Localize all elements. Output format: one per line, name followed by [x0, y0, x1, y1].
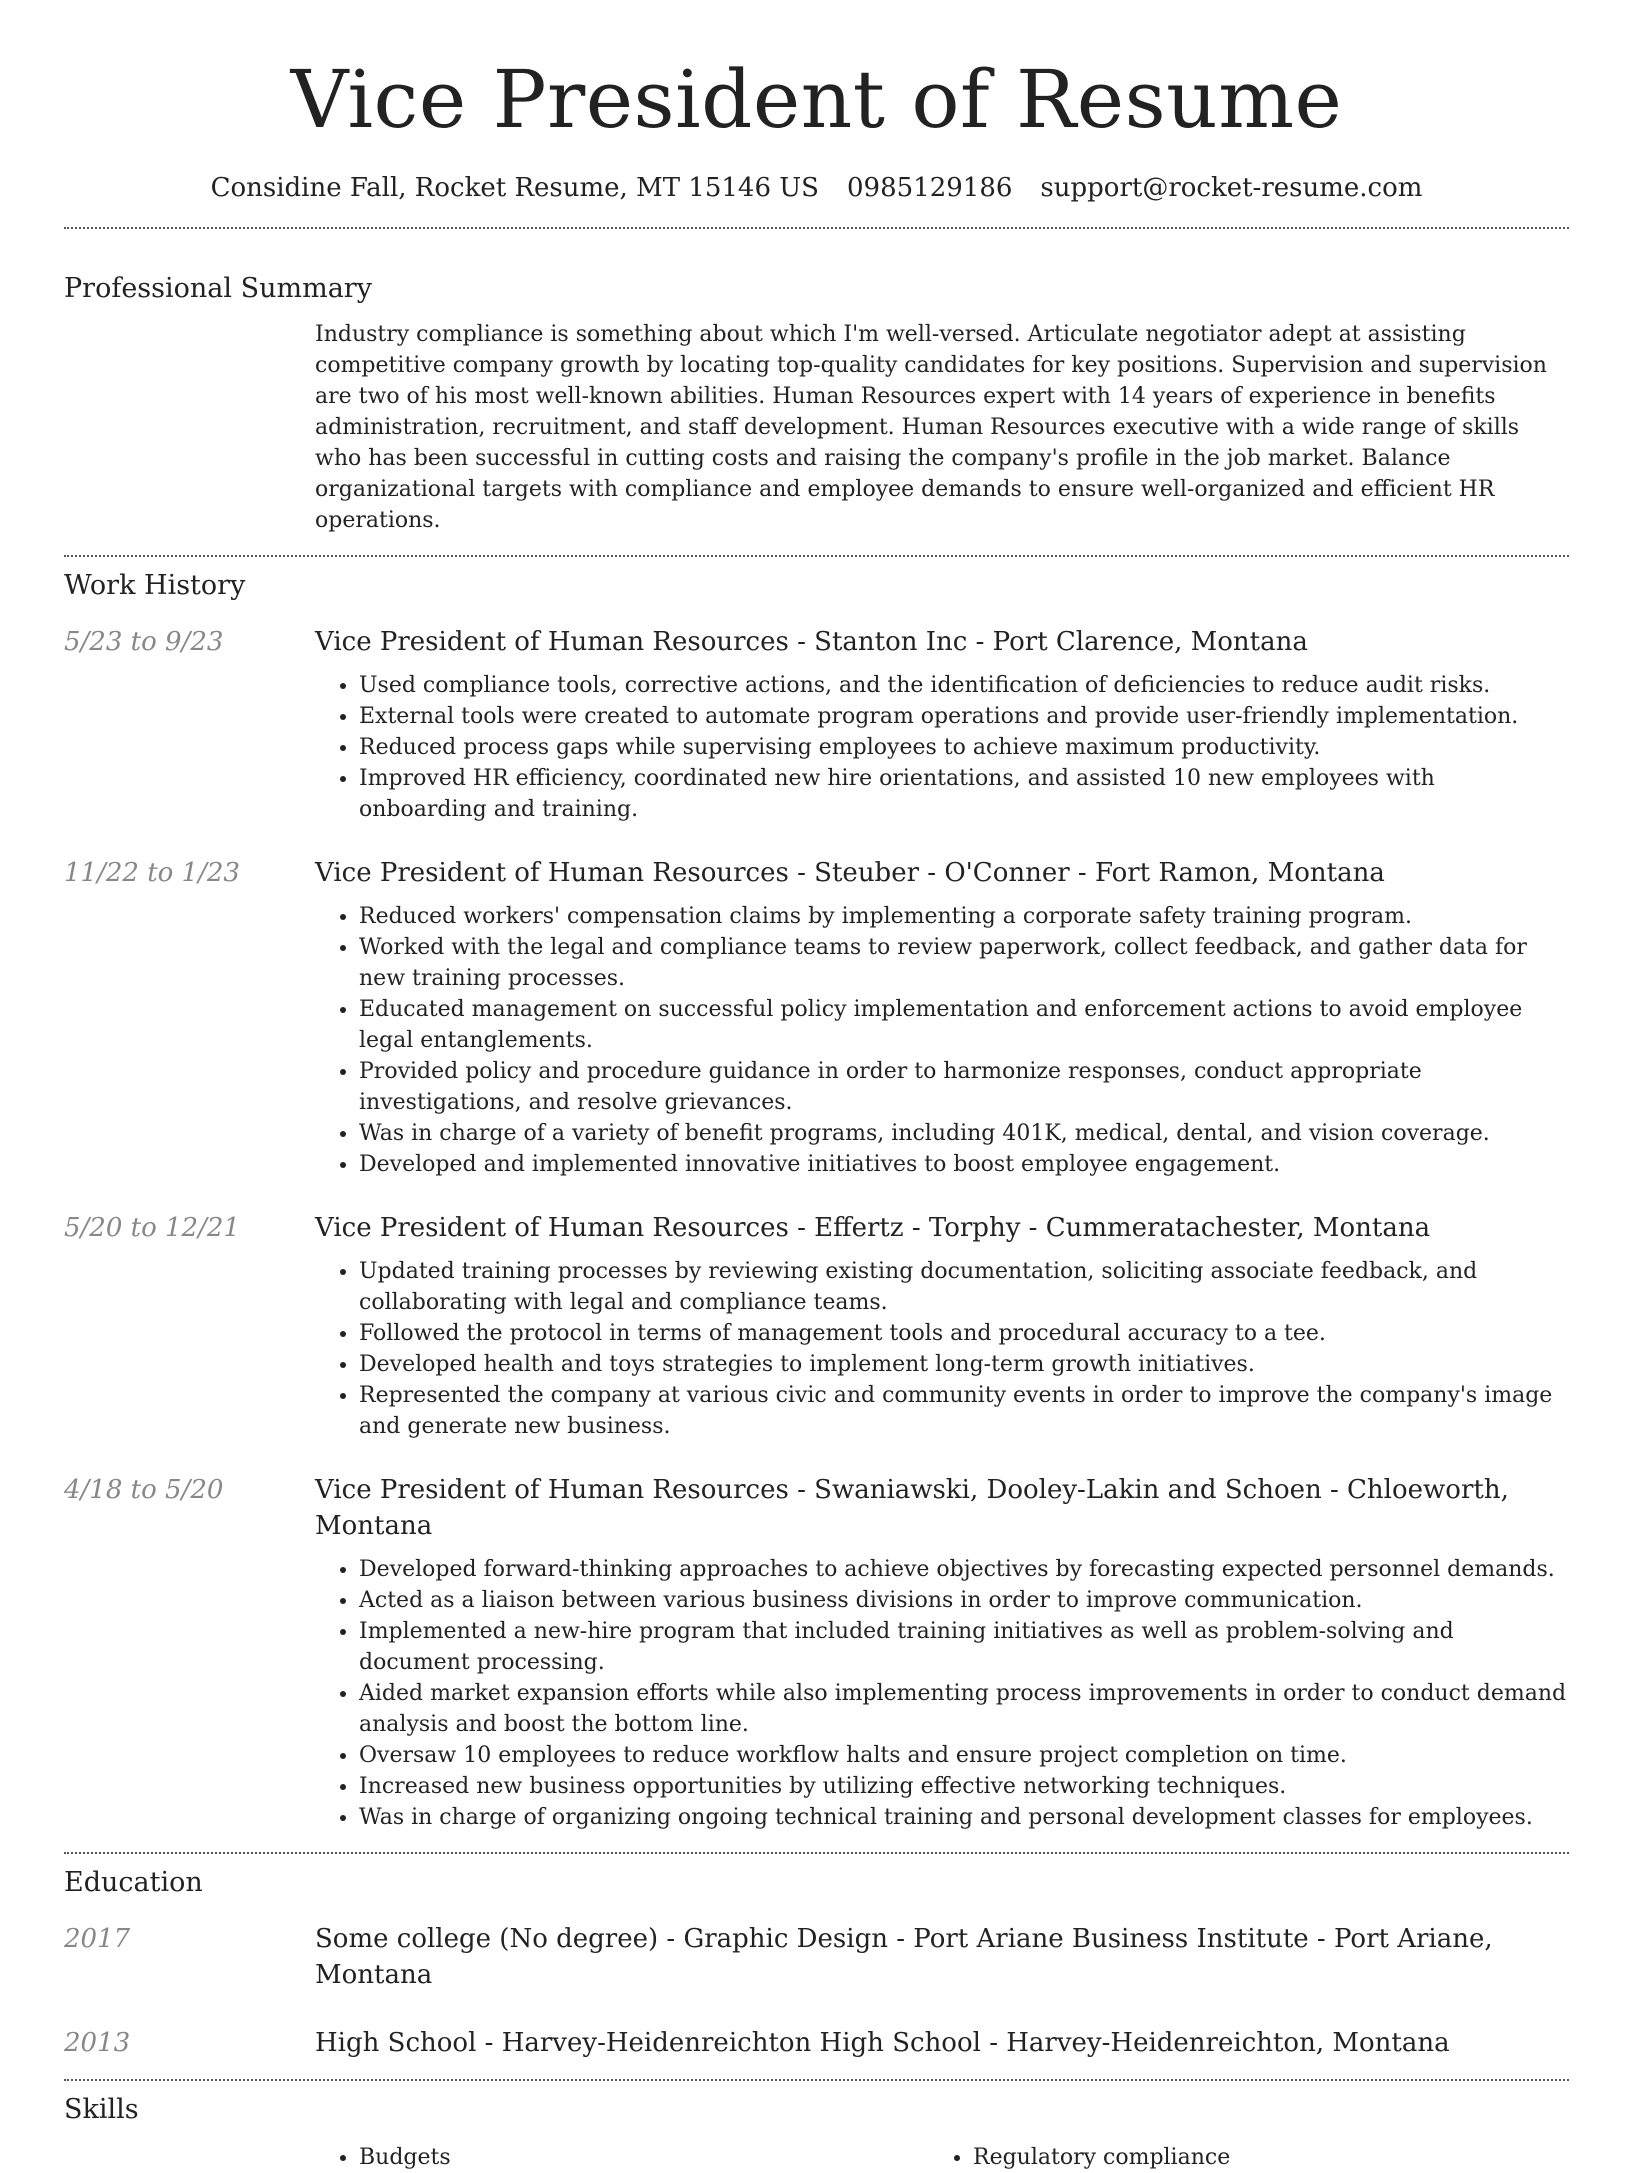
job-bullet: • Used compliance tools, corrective actions, and the identification of deficiencies to reduce audit risks. [359, 670, 1569, 701]
job-bullet: • Implemented a new-hire program that included training initiatives as well as problem-solving and document processing. [359, 1616, 1569, 1678]
summary-section [64, 271, 1569, 536]
skills-heading: Skills [64, 2094, 139, 2125]
job-bullet: • Improved HR efficiency, coordinated new hire orientations, and assisted 10 new employees with onboarding and training. [359, 763, 1569, 825]
work-history-heading: Work History [64, 570, 246, 601]
section-divider [64, 1852, 1569, 1854]
work-history-section [64, 568, 1569, 1833]
contact-address: Considine Fall, Rocket Resume, MT 15146 US [210, 173, 819, 203]
job-bullet: • Provided policy and procedure guidance in order to harmonize responses, conduct appropriate investigations, and resolve grievances. [359, 1056, 1569, 1118]
skill-item: • Regulatory compliance [973, 2142, 1543, 2173]
job-bullets [315, 901, 1569, 1180]
job-bullet: • Developed and implemented innovative initiatives to boost employee engagement. [359, 1149, 1569, 1180]
job-bullet: • Educated management on successful policy implementation and enforcement actions to avoid employee legal entanglements. [359, 994, 1569, 1056]
contact-line [64, 168, 1569, 208]
job-entry [64, 1210, 1569, 1442]
job-bullet: • Worked with the legal and compliance teams to review paperwork, collect feedback, and gather data for new training processes. [359, 932, 1569, 994]
skills-columns [315, 2142, 1569, 2173]
job-bullet: • Represented the company at various civic and community events in order to improve the company's image and generate new business. [359, 1380, 1569, 1442]
job-dates: 5/23 to 9/23 [64, 627, 224, 657]
job-bullet: • Developed health and toys strategies to implement long-term growth initiatives. [359, 1349, 1569, 1380]
job-title: Vice President of Human Resources - Stanton Inc - Port Clarence, Montana [315, 627, 1308, 657]
summary-text: Industry compliance is something about which I'm well-versed. Articulate negotiator adept at assisting competitive company growth by locating top-quality candidates for key positions. Supervision and supervision are two of his most well-known abilities. Human Resources expert with 14 years of experience in benefits administration, recruitment, and staff development. Human Resources executive with a wide range of skills who has been successful in cutting costs and raising the company's profile in the job market. Balance organizational targets with compliance and employee demands to ensure well-organized and efficient HR operations. [315, 322, 1547, 533]
job-entry [64, 855, 1569, 1180]
job-dates: 5/20 to 12/21 [64, 1213, 240, 1243]
section-divider [64, 2079, 1569, 2081]
skill-item: • Budgets [359, 2142, 929, 2173]
job-dates: 11/22 to 1/23 [64, 858, 240, 888]
job-entry [64, 624, 1569, 825]
skills-right-column [929, 2142, 1543, 2173]
job-title: Vice President of Human Resources - Swaniawski, Dooley-Lakin and Schoen - Chloeworth, Montana [315, 1475, 1509, 1541]
section-divider [64, 555, 1569, 557]
job-bullets [315, 1554, 1569, 1833]
job-bullet: • Acted as a liaison between various business divisions in order to improve communication. [359, 1585, 1569, 1616]
education-section [64, 1865, 1569, 2061]
section-divider [64, 227, 1569, 229]
job-bullet: • Increased new business opportunities by utilizing effective networking techniques. [359, 1771, 1569, 1802]
resume-name: Vice President of Resume [290, 53, 1343, 146]
job-bullet: • Aided market expansion efforts while also implementing process improvements in order to conduct demand analysis and boost the bottom line. [359, 1678, 1569, 1740]
job-title: Vice President of Human Resources - Steuber - O'Conner - Fort Ramon, Montana [315, 858, 1385, 888]
job-bullet: • Updated training processes by reviewing existing documentation, soliciting associate feedback, and collaborating with legal and compliance teams. [359, 1256, 1569, 1318]
job-title: Vice President of Human Resources - Effertz - Torphy - Cummeratachester, Montana [315, 1213, 1431, 1243]
job-bullet: • Followed the protocol in terms of management tools and procedural accuracy to a tee. [359, 1318, 1569, 1349]
education-title: Some college (No degree) - Graphic Design - Port Ariane Business Institute - Port Ariane, Montana [315, 1924, 1493, 1990]
education-entry [64, 1921, 1569, 1993]
job-bullet: • External tools were created to automate program operations and provide user-friendly implementation. [359, 701, 1569, 732]
job-bullet: • Developed forward-thinking approaches to achieve objectives by forecasting expected personnel demands. [359, 1554, 1569, 1585]
job-bullets [315, 670, 1569, 825]
education-title: High School - Harvey-Heidenreichton High School - Harvey-Heidenreichton, Montana [315, 2028, 1450, 2058]
skills-section [64, 2092, 1569, 2173]
job-entry [64, 1472, 1569, 1833]
job-bullet: • Oversaw 10 employees to reduce workflow halts and ensure project completion on time. [359, 1740, 1569, 1771]
job-bullet: • Was in charge of a variety of benefit programs, including 401K, medical, dental, and vision coverage. [359, 1118, 1569, 1149]
summary-heading: Professional Summary [64, 273, 372, 304]
education-entry [64, 2025, 1569, 2061]
resume-page [64, 0, 1569, 2173]
job-bullet: • Was in charge of organizing ongoing technical training and personal development classes for employees. [359, 1802, 1569, 1833]
skills-left-column [315, 2142, 929, 2173]
job-bullet: • Reduced workers' compensation claims by implementing a corporate safety training program. [359, 901, 1569, 932]
job-bullet: • Reduced process gaps while supervising employees to achieve maximum productivity. [359, 732, 1569, 763]
education-heading: Education [64, 1867, 203, 1898]
education-year: 2017 [64, 1924, 131, 1954]
job-dates: 4/18 to 5/20 [64, 1475, 224, 1505]
job-bullets [315, 1256, 1569, 1442]
education-year: 2013 [64, 2028, 131, 2058]
contact-phone: 0985129186 [847, 173, 1013, 203]
contact-email: support@rocket-resume.com [1040, 173, 1423, 203]
